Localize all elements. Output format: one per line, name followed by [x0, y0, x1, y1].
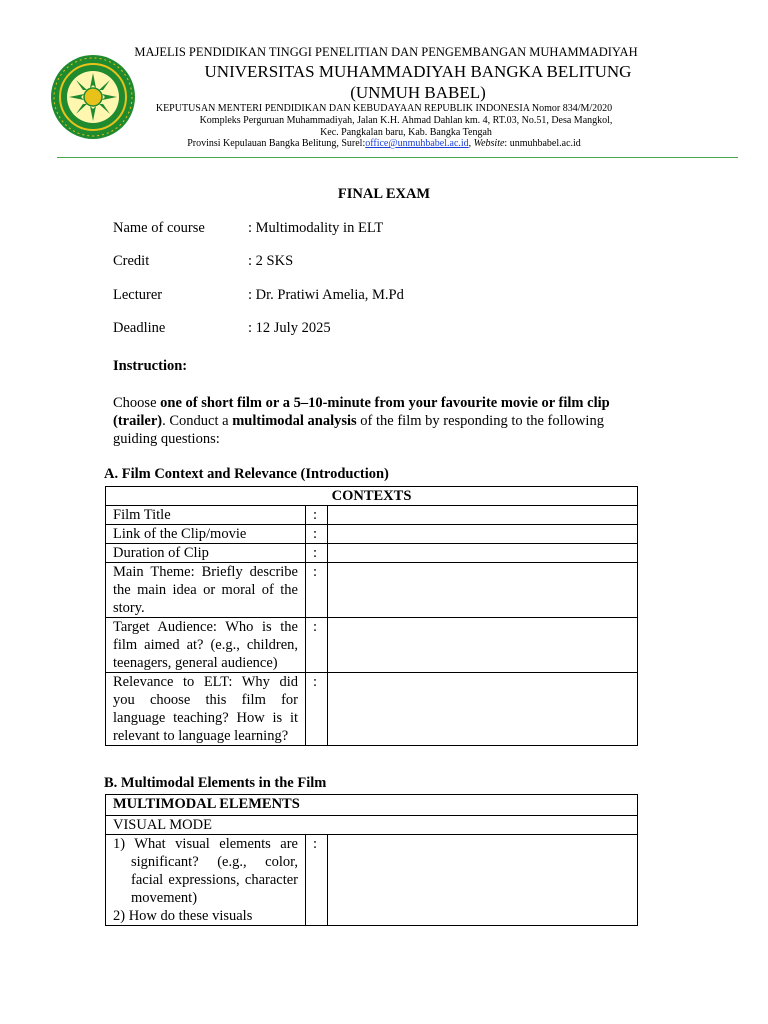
university-abbreviation: (UNMUH BABEL): [350, 83, 486, 102]
letterhead-divider: [57, 157, 738, 158]
row-separator: :: [306, 618, 328, 673]
row-label: Relevance to ELT: Why did you choose this film for language teaching? How is it relevant to language learning?: [106, 673, 306, 746]
council-name: MAJELIS PENDIDIKAN TINGGI PENELITIAN DAN PENGEMBANGAN MUHAMMADIYAH: [134, 45, 638, 59]
clip-link-answer[interactable]: [328, 525, 638, 544]
row-label: Main Theme: Briefly describe the main idea or moral of the story.: [106, 563, 306, 618]
table-row: [106, 544, 638, 563]
row-separator: :: [306, 563, 328, 618]
multimodal-table-header: MULTIMODAL ELEMENTS: [106, 795, 638, 816]
section-a-heading: A. Film Context and Relevance (Introduction): [104, 466, 389, 482]
contexts-table-header: CONTEXTS: [106, 487, 638, 506]
main-theme-answer[interactable]: [328, 563, 638, 618]
table-row: [106, 618, 638, 673]
decree-line: KEPUTUSAN MENTERI PENDIDIKAN DAN KEBUDAYAAN REPUBLIK INDONESIA Nomor 834/M/2020: [155, 103, 613, 114]
target-audience-answer[interactable]: [328, 618, 638, 673]
instruction-paragraph: [113, 394, 641, 448]
table-row: [106, 525, 638, 544]
page-title: FINAL EXAM: [337, 186, 431, 202]
table-row: [106, 506, 638, 525]
lecturer-value: : Dr. Pratiwi Amelia, M.Pd: [248, 287, 404, 303]
deadline-value: : 12 July 2025: [248, 320, 331, 336]
elt-relevance-answer[interactable]: [328, 673, 638, 746]
question-item: 1) What visual elements are significant? (e.g., color, facial expressions, character movement): [113, 836, 298, 906]
address-line-2: Kec. Pangkalan baru, Kab. Bangka Tengah: [320, 127, 492, 138]
course-value: : Multimodality in ELT: [248, 220, 384, 236]
row-separator: :: [306, 544, 328, 563]
instruction-heading: Instruction:: [113, 358, 188, 374]
duration-answer[interactable]: [328, 544, 638, 563]
website-value: : unmuhbabel.ac.id: [504, 138, 581, 149]
question-item: 2) How do these visuals: [113, 908, 253, 924]
visual-mode-answer[interactable]: [328, 835, 638, 926]
contexts-table: [105, 486, 638, 746]
instruction-bold-1: one of short film or a 5–10-minute from your favourite movie or film clip (trailer): [113, 395, 610, 429]
table-row: [106, 835, 638, 926]
address-province: Provinsi Kepulauan Bangka Belitung, Surel:: [187, 138, 366, 149]
visual-mode-subheader: VISUAL MODE: [106, 816, 638, 835]
website-label: Website: [473, 138, 505, 149]
instruction-bold-2: multimodal analysis: [232, 413, 357, 429]
row-label: Film Title: [106, 506, 306, 525]
row-separator: :: [306, 673, 328, 746]
credit-value: : 2 SKS: [248, 253, 294, 269]
instruction-text-1: Choose: [113, 395, 161, 411]
row-label: Link of the Clip/movie: [106, 525, 306, 544]
address-line-1: Kompleks Perguruan Muhammadiyah, Jalan K.H. Ahmad Dahlan km. 4, RT.03, No.51, Desa Mangkol,: [199, 115, 613, 126]
visual-questions-cell: [106, 835, 306, 926]
instruction-text-3: of the film by responding to the following guiding questions:: [113, 413, 604, 447]
deadline-label: Deadline: [113, 320, 166, 336]
row-separator: :: [306, 525, 328, 544]
row-separator: :: [306, 506, 328, 525]
multimodal-elements-table: [105, 794, 638, 926]
row-label: Target Audience: Who is the film aimed at? (e.g., children, teenagers, general audience): [106, 618, 306, 673]
address-line-3: [0, 138, 768, 149]
section-b-heading: B. Multimodal Elements in the Film: [104, 775, 327, 791]
course-label: Name of course: [113, 220, 205, 236]
row-separator: :: [306, 835, 328, 926]
row-label: Duration of Clip: [106, 544, 306, 563]
film-title-answer[interactable]: [328, 506, 638, 525]
instruction-text-2: . Conduct a: [162, 413, 233, 429]
table-row: [106, 673, 638, 746]
university-name: UNIVERSITAS MUHAMMADIYAH BANGKA BELITUNG: [204, 62, 632, 81]
email-link[interactable]: office@unmuhbabel.ac.id: [365, 138, 469, 149]
table-row: [106, 563, 638, 618]
address-separator: ,: [468, 138, 474, 149]
credit-label: Credit: [113, 253, 150, 269]
lecturer-label: Lecturer: [113, 287, 163, 303]
